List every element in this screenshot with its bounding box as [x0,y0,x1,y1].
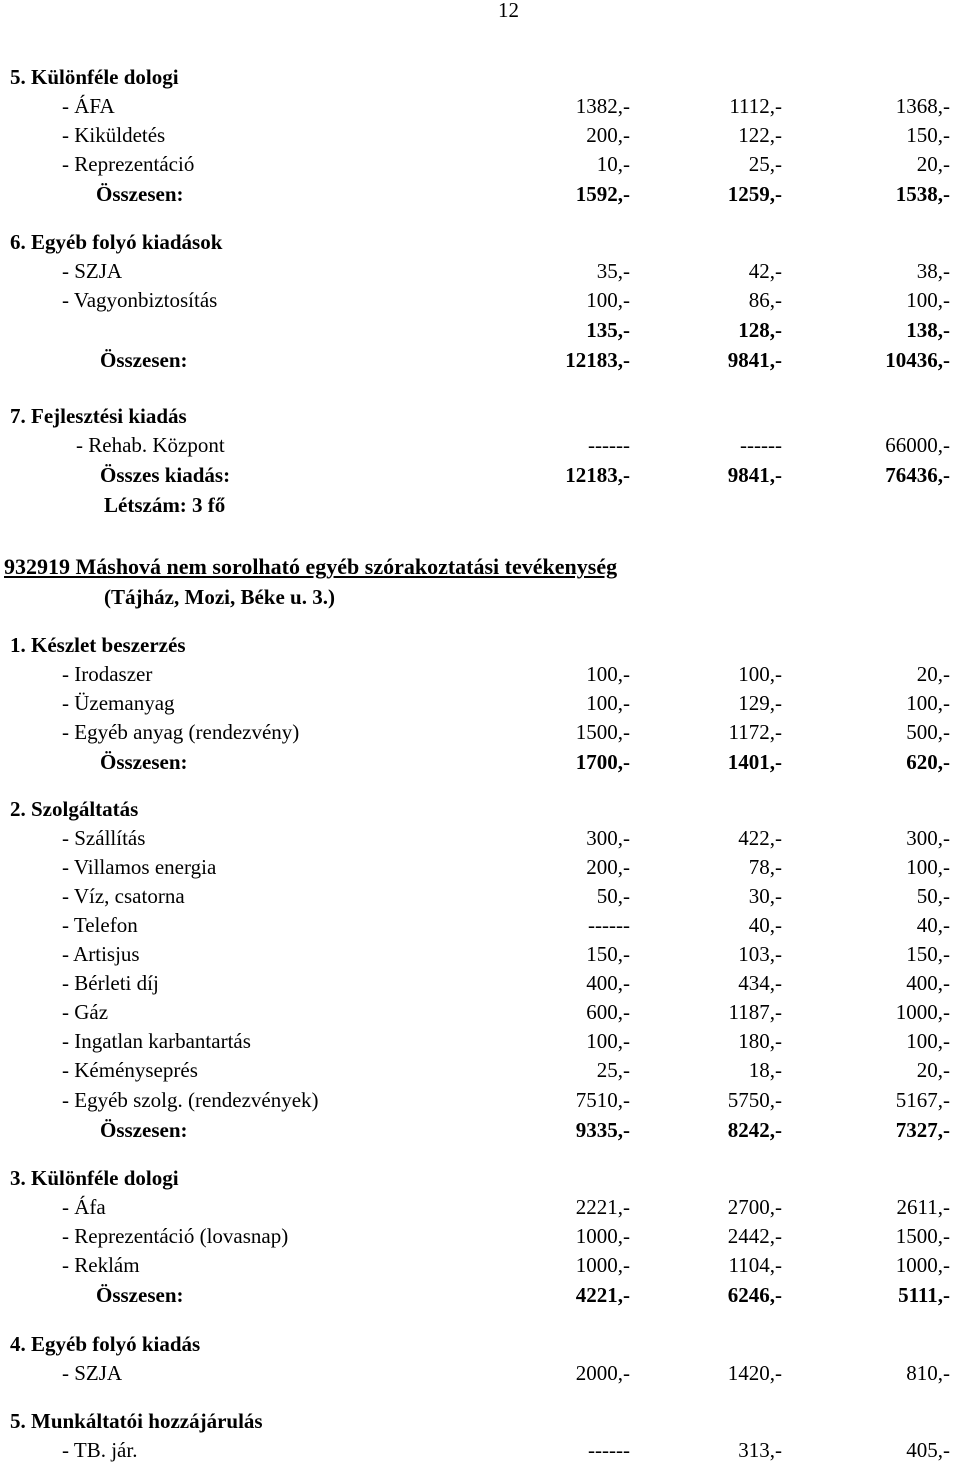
row-value-1: 10,- [596,152,630,176]
section-title: 2. Szolgáltatás [10,797,139,821]
row-label: - Ingatlan karbantartás [62,1029,251,1053]
row-value-2: 1104,- [728,1253,782,1277]
row-value-2: 86,- [748,288,782,312]
row-value-3: 100,- [906,855,950,879]
row-value-1: 1000,- [575,1224,630,1248]
row-value-1: 2221,- [575,1195,630,1219]
total-label: Összesen: [100,1118,188,1142]
row-label: - SZJA [62,259,123,283]
row-value-3: 1368,- [895,94,950,118]
total-value-2: 8242,- [727,1118,782,1142]
activity-heading: 932919 Máshová nem sorolható egyéb szórakoztatási tevékenység [4,554,618,579]
row-label: - Rehab. Központ [76,433,225,457]
row-label: - Víz, csatorna [62,884,185,908]
row-value-1: 200,- [586,855,630,879]
row-value-1: 25,- [596,1058,630,1082]
total-value-2: 9841,- [727,348,782,372]
row-value-3: 20,- [916,662,950,686]
grand-total-value-1: 12183,- [565,463,630,487]
row-value-2: 129,- [738,691,782,715]
row-label: - TB. jár. [62,1438,138,1462]
total-label: Összesen: [96,182,184,206]
row-label: - Artisjus [62,942,140,966]
row-value-2: 40,- [748,913,782,937]
row-value-2: 1112,- [729,94,782,118]
row-value-3: 150,- [906,942,950,966]
row-value-3: 2611,- [896,1195,950,1219]
section-title: 5. Munkáltatói hozzájárulás [10,1409,263,1433]
row-value-2: 434,- [738,971,782,995]
row-value-2: 1187,- [728,1000,782,1024]
row-value-2: 122,- [738,123,782,147]
row-value-2: 25,- [748,152,782,176]
row-value-1: 1000,- [575,1253,630,1277]
row-value-3: 5167,- [895,1088,950,1112]
section-title: 1. Készlet beszerzés [10,633,186,657]
row-value-3: 100,- [906,691,950,715]
total-label: Összesen: [100,348,188,372]
row-value-3: 38,- [916,259,950,283]
page-number: 12 [498,0,519,22]
subtotal-value-1: 135,- [586,318,630,342]
total-value-3: 5111,- [898,1283,950,1307]
row-value-3: 100,- [906,1029,950,1053]
section-title: 3. Különféle dologi [10,1166,179,1190]
row-label: - Szállítás [62,826,146,850]
row-value-2: ------ [740,433,782,457]
total-value-1: 12183,- [565,348,630,372]
section-title: 7. Fejlesztési kiadás [10,404,187,428]
total-value-1: 1592,- [575,182,630,206]
row-value-2: 422,- [738,826,782,850]
row-label: - Áfa [62,1195,106,1219]
row-value-2: 313,- [738,1438,782,1462]
row-value-2: 1172,- [728,720,782,744]
section-title: 6. Egyéb folyó kiadások [10,230,223,254]
row-value-1: 200,- [586,123,630,147]
row-label: - Egyéb anyag (rendezvény) [62,720,300,744]
row-value-3: 405,- [906,1438,950,1462]
row-value-3: 50,- [916,884,950,908]
row-value-1: 100,- [586,1029,630,1053]
subtotal-value-3: 138,- [906,318,950,342]
total-value-1: 4221,- [575,1283,630,1307]
row-value-1: 1382,- [575,94,630,118]
row-label: - Kéményseprés [62,1058,198,1082]
row-value-1: 7510,- [575,1088,630,1112]
row-value-1: 400,- [586,971,630,995]
total-value-3: 7327,- [895,1118,950,1142]
row-value-2: 2700,- [727,1195,782,1219]
grand-total-value-2: 9841,- [727,463,782,487]
row-value-1: 1500,- [575,720,630,744]
row-value-3: 810,- [906,1361,950,1385]
row-value-1: ------ [588,913,630,937]
grand-total-label: Összes kiadás: [100,463,231,487]
row-label: - Üzemanyag [62,691,175,715]
row-value-2: 103,- [738,942,782,966]
row-label: - Irodaszer [62,662,153,686]
row-value-3: 66000,- [885,433,950,457]
row-value-3: 150,- [906,123,950,147]
row-value-1: 100,- [586,662,630,686]
row-value-1: 100,- [586,288,630,312]
row-label: - Bérleti díj [62,971,159,995]
total-value-2: 1401,- [727,750,782,774]
row-label: - Reprezentáció [62,152,195,176]
row-value-2: 180,- [738,1029,782,1053]
section-title: 4. Egyéb folyó kiadás [10,1332,201,1356]
row-value-2: 2442,- [727,1224,782,1248]
row-value-2: 5750,- [727,1088,782,1112]
row-value-3: 1000,- [895,1000,950,1024]
row-value-2: 30,- [748,884,782,908]
row-value-3: 500,- [906,720,950,744]
row-value-2: 1420,- [727,1361,782,1385]
row-value-1: ------ [588,433,630,457]
row-value-2: 78,- [748,855,782,879]
total-value-2: 6246,- [727,1283,782,1307]
total-label: Összesen: [100,750,188,774]
row-value-3: 300,- [906,826,950,850]
row-value-1: 300,- [586,826,630,850]
total-value-3: 10436,- [885,348,950,372]
grand-total-value-3: 76436,- [885,463,950,487]
row-label: - ÁFA [62,94,115,118]
subtotal-value-2: 128,- [738,318,782,342]
activity-subheading: (Tájház, Mozi, Béke u. 3.) [104,585,335,609]
total-value-1: 9335,- [575,1118,630,1142]
row-value-3: 20,- [916,152,950,176]
section-title: 5. Különféle dologi [10,65,179,89]
row-label: - Vagyonbiztosítás [62,288,218,312]
row-value-1: 35,- [596,259,630,283]
row-label: - Telefon [62,913,138,937]
row-value-2: 100,- [738,662,782,686]
row-value-3: 100,- [906,288,950,312]
row-label: - SZJA [62,1361,123,1385]
row-label: - Kiküldetés [62,123,166,147]
total-value-1: 1700,- [575,750,630,774]
staff-count: Létszám: 3 fő [104,493,226,517]
row-label: - Gáz [62,1000,109,1024]
row-value-1: ------ [588,1438,630,1462]
row-value-2: 18,- [748,1058,782,1082]
row-value-1: 100,- [586,691,630,715]
row-value-1: 600,- [586,1000,630,1024]
row-value-3: 400,- [906,971,950,995]
row-value-2: 42,- [748,259,782,283]
row-label: - Reprezentáció (lovasnap) [62,1224,289,1248]
total-value-2: 1259,- [727,182,782,206]
total-value-3: 620,- [906,750,950,774]
total-value-3: 1538,- [895,182,950,206]
row-value-1: 2000,- [575,1361,630,1385]
row-label: - Reklám [62,1253,140,1277]
row-value-3: 40,- [916,913,950,937]
row-value-3: 1000,- [895,1253,950,1277]
row-value-1: 150,- [586,942,630,966]
total-label: Összesen: [96,1283,184,1307]
row-label: - Egyéb szolg. (rendezvények) [62,1088,319,1112]
row-value-3: 20,- [916,1058,950,1082]
row-label: - Villamos energia [62,855,217,879]
row-value-1: 50,- [596,884,630,908]
row-value-3: 1500,- [895,1224,950,1248]
